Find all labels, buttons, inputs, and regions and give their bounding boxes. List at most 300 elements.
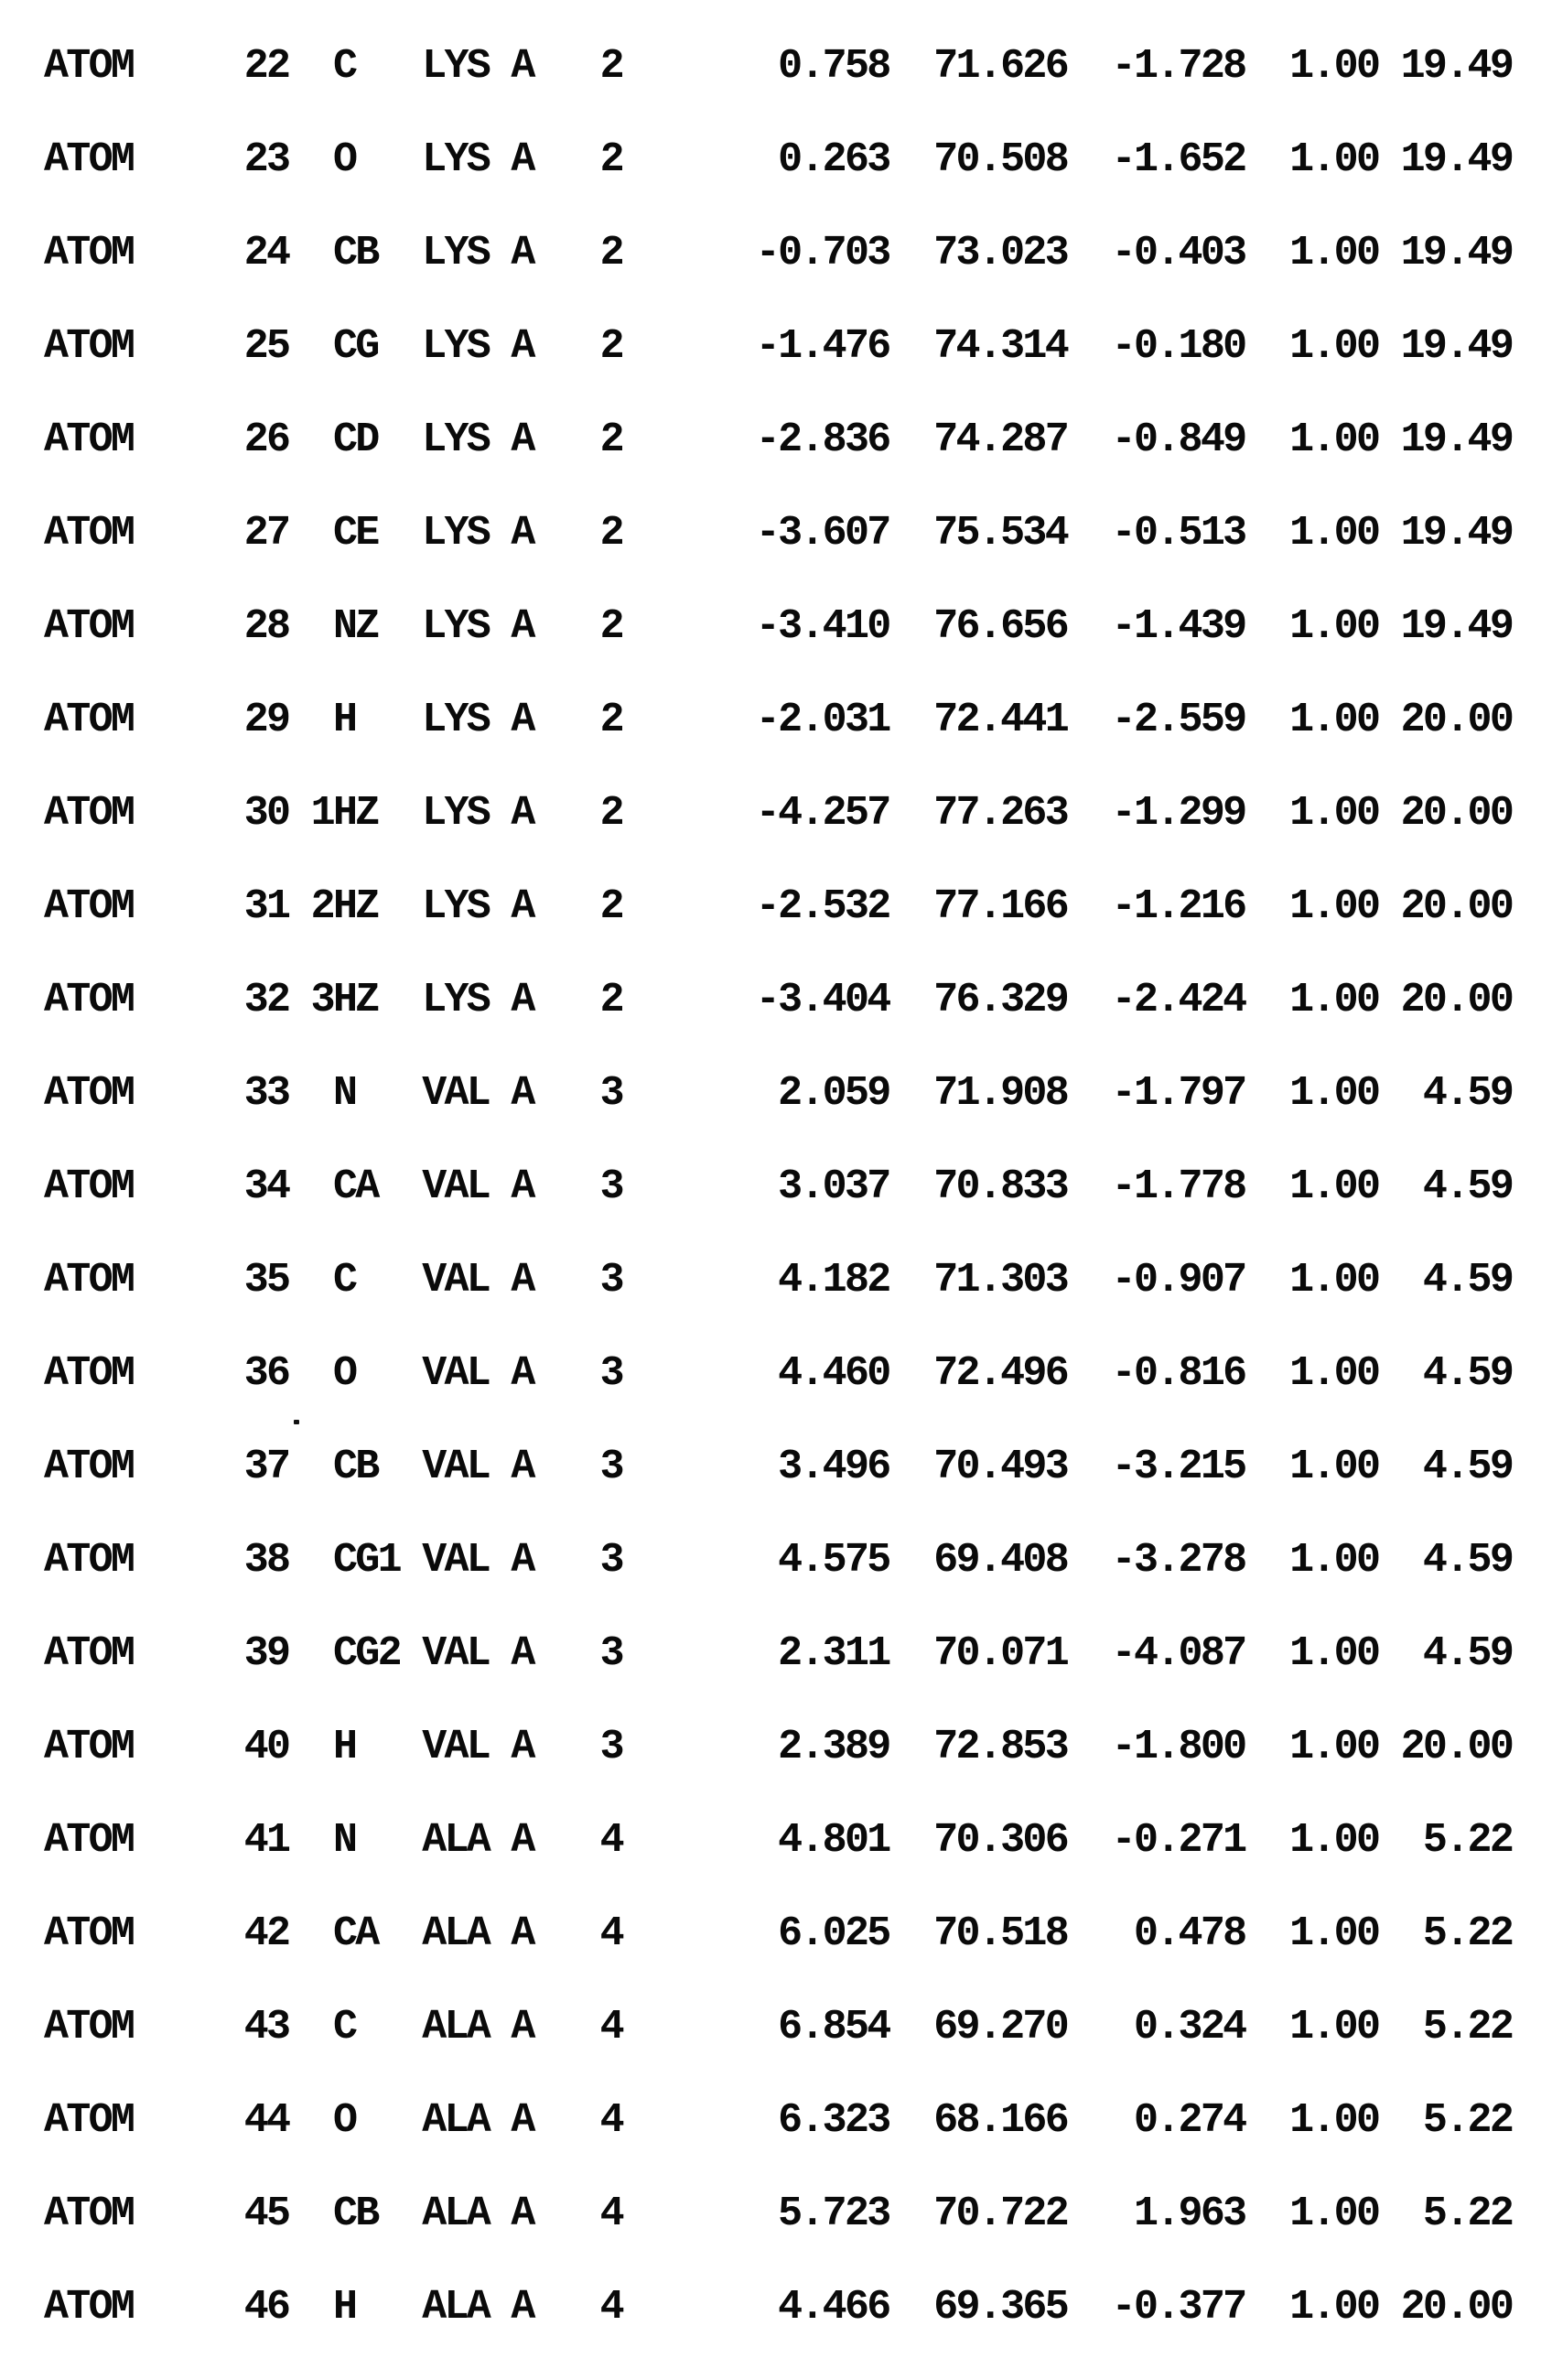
atom-name: O [288,136,400,183]
chain-id: A [489,883,534,930]
atom-record-row [44,1350,1513,1446]
residue-seq: 2 [533,790,622,837]
residue-name: VAL [399,1163,490,1210]
atom-serial: 33 [177,1070,289,1117]
coord-x: -3.410 [621,603,889,650]
coord-x: 6.854 [621,2004,889,2050]
coord-y: 72.441 [889,697,1068,743]
coord-y: 70.493 [889,1444,1068,1490]
residue-name: LYS [399,883,490,930]
residue-name: LYS [399,697,490,743]
residue-name: ALA [399,2004,490,2050]
residue-name: ALA [399,2284,490,2331]
coord-z: -0.816 [1067,1350,1245,1397]
record-type: ATOM [44,1163,178,1210]
atom-serial: 37 [177,1444,289,1490]
record-type: ATOM [44,1910,178,1957]
coord-z: -0.907 [1067,1257,1245,1304]
chain-id: A [489,416,534,463]
record-type: ATOM [44,697,178,743]
atom-name: C [288,43,400,90]
chain-id: A [489,1630,534,1677]
residue-name: ALA [399,2097,490,2144]
coord-z: -1.728 [1067,43,1245,90]
residue-seq: 4 [533,2191,622,2237]
coord-x: -4.257 [621,790,889,837]
atom-name: CG [288,323,400,370]
coord-y: 69.270 [889,2004,1068,2050]
atom-serial: 44 [177,2097,289,2144]
temp-factor: 20.00 [1378,2284,1513,2331]
chain-id: A [489,1724,534,1770]
temp-factor: 19.49 [1378,323,1513,370]
coord-y: 72.496 [889,1350,1068,1397]
atom-name: N [288,1070,400,1117]
occupancy: 1.00 [1245,1163,1379,1210]
residue-seq: 2 [533,323,622,370]
atom-record-row [44,790,1513,886]
atom-name: CE [288,510,400,557]
atom-record-row [44,416,1513,513]
occupancy: 1.00 [1245,2004,1379,2050]
coord-x: 4.460 [621,1350,889,1397]
chain-id: A [489,43,534,90]
chain-id: A [489,2191,534,2237]
residue-seq: 2 [533,510,622,557]
coord-y: 69.408 [889,1537,1068,1584]
temp-factor: 4.59 [1378,1163,1513,1210]
atom-record-row [44,2284,1513,2380]
occupancy: 1.00 [1245,1630,1379,1677]
residue-name: VAL [399,1257,490,1304]
coord-y: 77.166 [889,883,1068,930]
occupancy: 1.00 [1245,416,1379,463]
coord-z: -0.849 [1067,416,1245,463]
chain-id: A [489,1163,534,1210]
atom-serial: 31 [177,883,289,930]
temp-factor: 5.22 [1378,1817,1513,1864]
atom-serial: 29 [177,697,289,743]
atom-record-row [44,1726,1512,1820]
residue-name: VAL [399,1724,490,1770]
residue-name: VAL [399,1444,490,1490]
atom-serial: 40 [177,1724,289,1770]
occupancy: 1.00 [1245,323,1379,370]
coord-y: 70.722 [889,2191,1068,2237]
residue-name: VAL [399,1630,490,1677]
occupancy: 1.00 [1245,230,1379,276]
atom-record-row [44,603,1513,699]
occupancy: 1.00 [1245,1257,1379,1304]
coord-z: -1.652 [1067,136,1245,183]
coord-y: 70.071 [889,1630,1068,1677]
atom-record-row [44,2097,1513,2193]
record-type: ATOM [44,1257,178,1304]
residue-seq: 3 [533,1444,622,1490]
residue-name: VAL [399,1350,490,1397]
coord-z: -2.424 [1067,977,1245,1023]
temp-factor: 19.49 [1378,230,1513,276]
atom-name: CB [288,1444,400,1490]
coord-z: -4.087 [1067,1630,1245,1677]
atom-name: N [288,1817,400,1864]
residue-seq: 2 [533,416,622,463]
record-type: ATOM [44,790,178,837]
scan-artifact-dot [294,1420,299,1424]
atom-record-row [44,136,1513,233]
coord-x: 3.496 [621,1444,889,1490]
coord-y: 71.303 [889,1257,1068,1304]
residue-seq: 4 [533,2097,622,2144]
coord-x: -2.532 [621,883,889,930]
atom-name: CB [288,230,400,276]
chain-id: A [489,1257,534,1304]
chain-id: A [489,697,534,743]
residue-seq: 3 [533,1070,622,1117]
chain-id: A [489,1070,534,1117]
temp-factor: 4.59 [1378,1257,1513,1304]
temp-factor: 4.59 [1378,1070,1513,1117]
temp-factor: 20.00 [1378,790,1513,837]
residue-name: LYS [399,136,490,183]
atom-name: 3HZ [288,977,400,1023]
coord-z: -0.271 [1067,1817,1245,1864]
coord-x: -3.607 [621,510,889,557]
record-type: ATOM [44,977,178,1023]
occupancy: 1.00 [1245,1724,1379,1770]
atom-serial: 24 [177,230,289,276]
atom-record-row [44,1163,1513,1260]
residue-name: LYS [399,977,490,1023]
coord-x: 4.466 [621,2284,889,2331]
coord-z: -0.180 [1067,323,1245,370]
coord-x: 0.758 [621,43,889,90]
temp-factor: 20.00 [1378,697,1513,743]
occupancy: 1.00 [1245,1350,1379,1397]
atom-record-row [44,699,1512,793]
atom-name: 2HZ [288,883,400,930]
atom-record-row [44,1257,1513,1353]
residue-seq: 2 [533,883,622,930]
residue-name: VAL [399,1537,490,1584]
residue-name: VAL [399,1070,490,1117]
atom-record-row [44,1910,1513,2007]
coord-x: -2.031 [621,697,889,743]
chain-id: A [489,230,534,276]
atom-name: NZ [288,603,400,650]
chain-id: A [489,1537,534,1584]
coord-x: -3.404 [621,977,889,1023]
coord-x: 4.182 [621,1257,889,1304]
coord-x: 0.263 [621,136,889,183]
temp-factor: 4.59 [1378,1537,1513,1584]
atom-name: H [288,2284,400,2331]
residue-name: LYS [399,510,490,557]
coord-y: 76.656 [889,603,1068,650]
residue-seq: 4 [533,2004,622,2050]
atom-record-row [44,883,1513,979]
atom-serial: 36 [177,1350,289,1397]
occupancy: 1.00 [1245,1444,1379,1490]
atom-name: O [288,2097,400,2144]
coord-x: 6.025 [621,1910,889,1957]
residue-seq: 3 [533,1724,622,1770]
coord-z: -0.513 [1067,510,1245,557]
record-type: ATOM [44,510,178,557]
coord-y: 70.306 [889,1817,1068,1864]
coord-z: -1.216 [1067,883,1245,930]
occupancy: 1.00 [1245,603,1379,650]
occupancy: 1.00 [1245,2097,1379,2144]
occupancy: 1.00 [1245,136,1379,183]
chain-id: A [489,1817,534,1864]
record-type: ATOM [44,2284,178,2331]
record-type: ATOM [44,1724,178,1770]
chain-id: A [489,1910,534,1957]
residue-seq: 4 [533,2284,622,2331]
coord-y: 76.329 [889,977,1068,1023]
residue-seq: 3 [533,1257,622,1304]
coord-z: -1.800 [1067,1724,1245,1770]
chain-id: A [489,323,534,370]
coord-x: 2.059 [621,1070,889,1117]
coord-y: 72.853 [889,1724,1068,1770]
coord-y: 70.508 [889,136,1068,183]
coord-z: -0.377 [1067,2284,1245,2331]
temp-factor: 5.22 [1378,1910,1513,1957]
atom-record-row [44,230,1513,326]
chain-id: A [489,1350,534,1397]
residue-seq: 4 [533,1910,622,1957]
atom-name: 1HZ [288,790,400,837]
temp-factor: 5.22 [1378,2191,1513,2237]
occupancy: 1.00 [1245,790,1379,837]
chain-id: A [489,2004,534,2050]
atom-record-row [44,510,1513,606]
residue-seq: 4 [533,1817,622,1864]
residue-name: ALA [399,1817,490,1864]
residue-seq: 3 [533,1350,622,1397]
temp-factor: 19.49 [1378,43,1513,90]
coord-y: 77.263 [889,790,1068,837]
coord-z: -2.559 [1067,697,1245,743]
coord-x: 2.389 [621,1724,889,1770]
coord-y: 70.518 [889,1910,1068,1957]
record-type: ATOM [44,2097,178,2144]
occupancy: 1.00 [1245,43,1379,90]
temp-factor: 20.00 [1378,883,1513,930]
atom-name: CA [288,1163,400,1210]
atom-serial: 43 [177,2004,289,2050]
atom-serial: 34 [177,1163,289,1210]
occupancy: 1.00 [1245,2284,1379,2331]
atom-record-row [44,323,1513,419]
residue-name: LYS [399,323,490,370]
occupancy: 1.00 [1245,1537,1379,1584]
atom-name: H [288,697,400,743]
atom-name: C [288,2004,400,2050]
atom-serial: 39 [177,1630,289,1677]
coord-x: 4.801 [621,1817,889,1864]
coord-y: 71.908 [889,1070,1068,1117]
record-type: ATOM [44,43,178,90]
coord-x: 6.323 [621,2097,889,2144]
chain-id: A [489,136,534,183]
atom-serial: 42 [177,1910,289,1957]
chain-id: A [489,790,534,837]
temp-factor: 19.49 [1378,510,1513,557]
record-type: ATOM [44,136,178,183]
occupancy: 1.00 [1245,977,1379,1023]
coord-y: 73.023 [889,230,1068,276]
residue-seq: 2 [533,43,622,90]
record-type: ATOM [44,1630,178,1677]
coord-x: -1.476 [621,323,889,370]
atom-record-row [44,979,1512,1073]
temp-factor: 19.49 [1378,603,1513,650]
occupancy: 1.00 [1245,1817,1379,1864]
coord-x: 3.037 [621,1163,889,1210]
coord-z: -1.439 [1067,603,1245,650]
residue-name: LYS [399,603,490,650]
record-type: ATOM [44,1350,178,1397]
record-type: ATOM [44,416,178,463]
coord-z: -3.278 [1067,1537,1245,1584]
atom-serial: 26 [177,416,289,463]
atom-record-listing [44,43,1513,2380]
coord-z: -3.215 [1067,1444,1245,1490]
atom-serial: 32 [177,977,289,1023]
atom-serial: 35 [177,1257,289,1304]
occupancy: 1.00 [1245,2191,1379,2237]
coord-y: 71.626 [889,43,1068,90]
residue-name: ALA [399,1910,490,1957]
coord-y: 70.833 [889,1163,1068,1210]
temp-factor: 19.49 [1378,136,1513,183]
coord-y: 75.534 [889,510,1068,557]
residue-seq: 3 [533,1163,622,1210]
residue-seq: 2 [533,136,622,183]
record-type: ATOM [44,230,178,276]
atom-record-row [44,2193,1512,2287]
coord-z: -1.797 [1067,1070,1245,1117]
temp-factor: 20.00 [1378,1724,1513,1770]
coord-z: 0.478 [1067,1910,1245,1957]
occupancy: 1.00 [1245,510,1379,557]
residue-name: ALA [399,2191,490,2237]
residue-name: LYS [399,230,490,276]
temp-factor: 4.59 [1378,1630,1513,1677]
atom-name: C [288,1257,400,1304]
record-type: ATOM [44,883,178,930]
coord-y: 74.287 [889,416,1068,463]
residue-name: LYS [399,43,490,90]
atom-record-row [44,2004,1513,2100]
atom-name: O [288,1350,400,1397]
chain-id: A [489,1444,534,1490]
chain-id: A [489,510,534,557]
atom-record-row [44,43,1513,139]
residue-seq: 2 [533,603,622,650]
residue-seq: 3 [533,1630,622,1677]
coord-z: 0.324 [1067,2004,1245,2050]
coord-x: -2.836 [621,416,889,463]
record-type: ATOM [44,2191,178,2237]
coord-z: 0.274 [1067,2097,1245,2144]
occupancy: 1.00 [1245,1910,1379,1957]
atom-name: CA [288,1910,400,1957]
temp-factor: 4.59 [1378,1444,1513,1490]
record-type: ATOM [44,1070,178,1117]
atom-record-row [44,1630,1513,1726]
record-type: ATOM [44,1444,178,1490]
occupancy: 1.00 [1245,697,1379,743]
chain-id: A [489,2284,534,2331]
atom-serial: 23 [177,136,289,183]
coord-y: 74.314 [889,323,1068,370]
residue-seq: 2 [533,697,622,743]
residue-seq: 3 [533,1537,622,1584]
record-type: ATOM [44,2004,178,2050]
chain-id: A [489,603,534,650]
temp-factor: 5.22 [1378,2004,1513,2050]
record-type: ATOM [44,323,178,370]
coord-x: -0.703 [621,230,889,276]
chain-id: A [489,2097,534,2144]
atom-serial: 45 [177,2191,289,2237]
residue-name: LYS [399,416,490,463]
atom-serial: 38 [177,1537,289,1584]
atom-serial: 27 [177,510,289,557]
occupancy: 1.00 [1245,883,1379,930]
atom-serial: 25 [177,323,289,370]
coord-z: 1.963 [1067,2191,1245,2237]
atom-serial: 41 [177,1817,289,1864]
residue-seq: 2 [533,230,622,276]
coord-x: 2.311 [621,1630,889,1677]
atom-name: H [288,1724,400,1770]
coord-z: -1.778 [1067,1163,1245,1210]
temp-factor: 20.00 [1378,977,1513,1023]
coord-z: -1.299 [1067,790,1245,837]
atom-serial: 30 [177,790,289,837]
record-type: ATOM [44,603,178,650]
coord-x: 4.575 [621,1537,889,1584]
chain-id: A [489,977,534,1023]
temp-factor: 5.22 [1378,2097,1513,2144]
coord-x: 5.723 [621,2191,889,2237]
atom-record-row [44,1817,1513,1913]
coord-y: 68.166 [889,2097,1068,2144]
residue-seq: 2 [533,977,622,1023]
coord-z: -0.403 [1067,230,1245,276]
atom-name: CG2 [288,1630,400,1677]
atom-record-row [44,1446,1512,1540]
temp-factor: 19.49 [1378,416,1513,463]
atom-record-row [44,1537,1513,1633]
residue-name: LYS [399,790,490,837]
coord-y: 69.365 [889,2284,1068,2331]
temp-factor: 4.59 [1378,1350,1513,1397]
atom-serial: 28 [177,603,289,650]
atom-serial: 22 [177,43,289,90]
record-type: ATOM [44,1817,178,1864]
atom-name: CB [288,2191,400,2237]
atom-name: CD [288,416,400,463]
atom-serial: 46 [177,2284,289,2331]
atom-record-row [44,1070,1513,1166]
occupancy: 1.00 [1245,1070,1379,1117]
